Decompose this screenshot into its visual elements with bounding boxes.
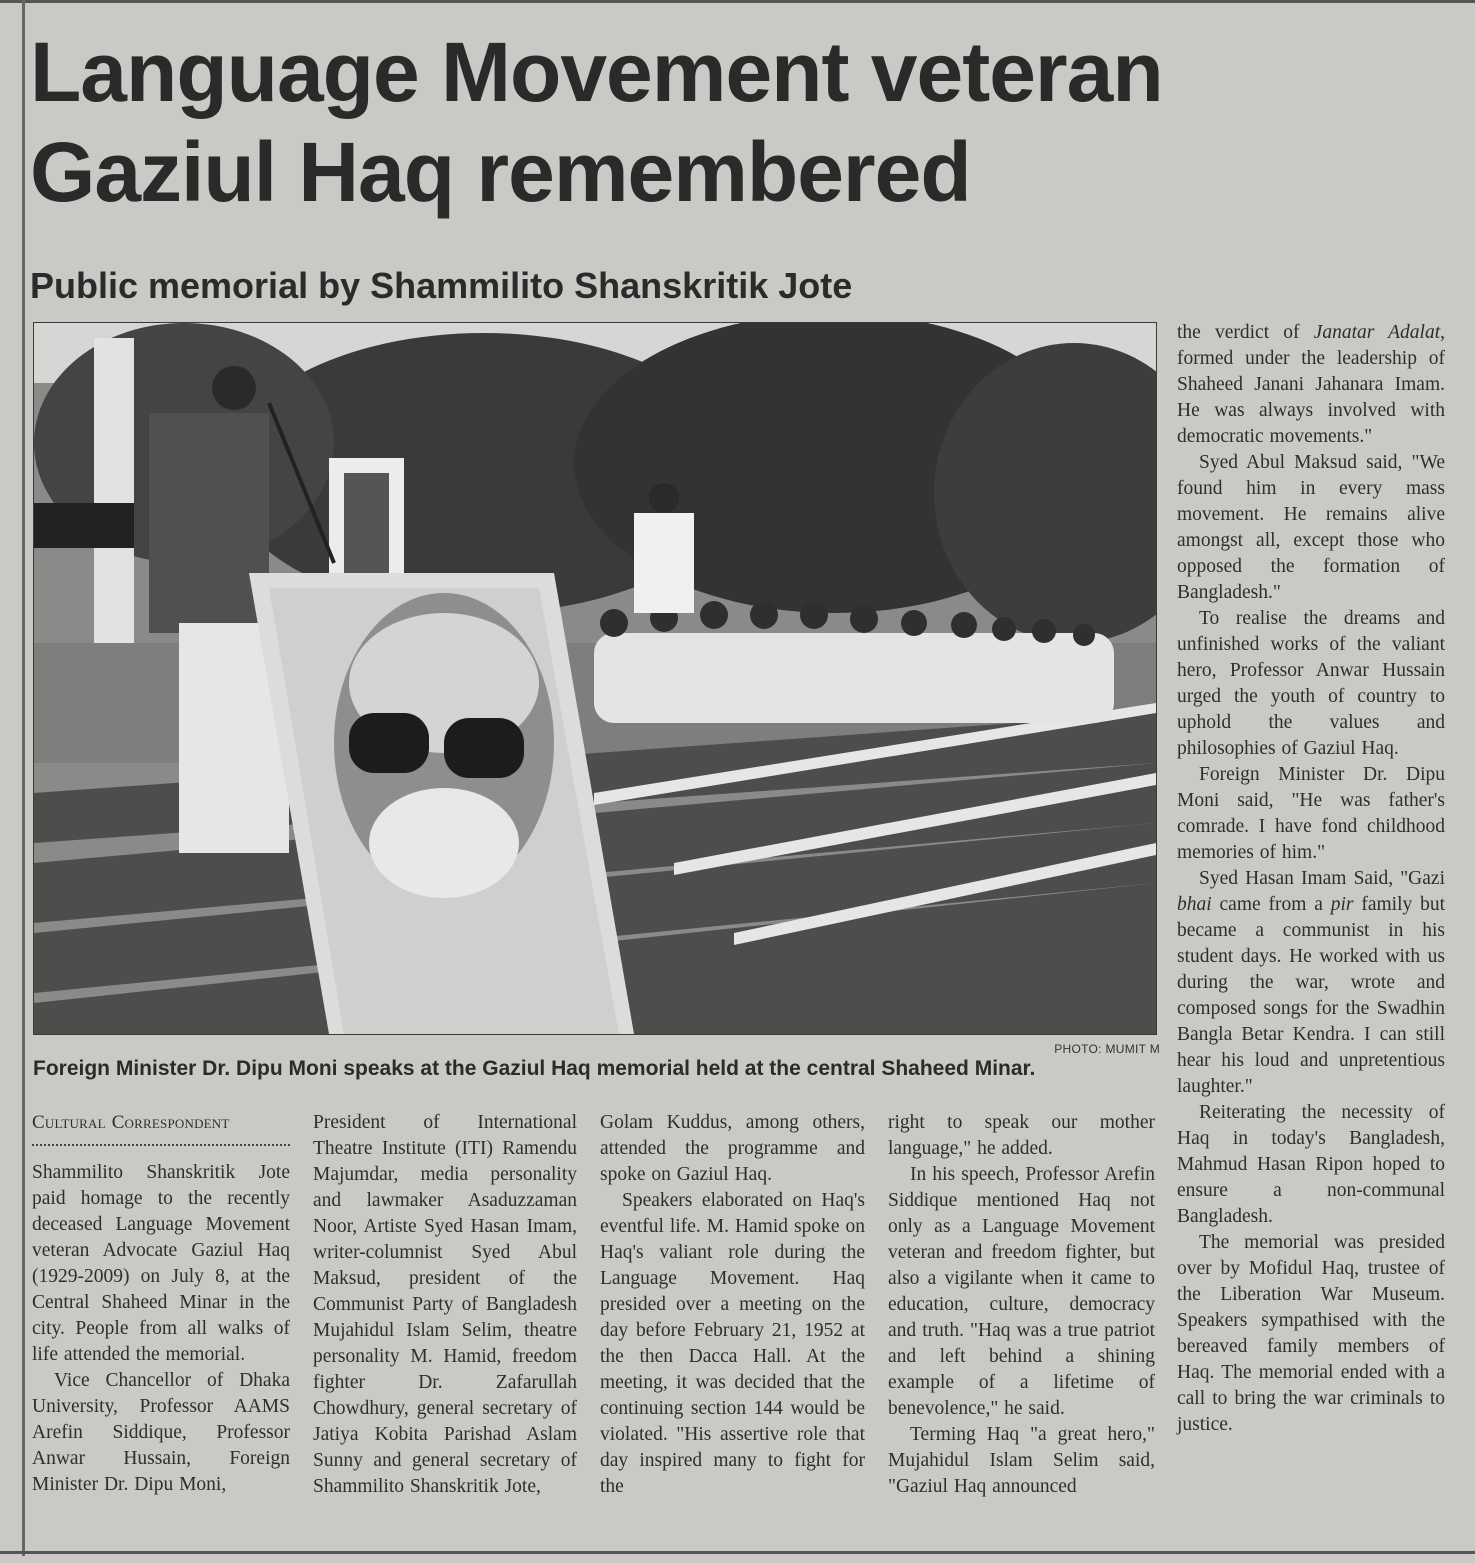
photo-caption: Foreign Minister Dr. Dipu Moni speaks at the Gaziul Haq memorial held at the central Shaheed Minar.: [33, 1057, 1036, 1080]
article-subheadline: Public memorial by Shammilito Shanskritik Jote: [30, 265, 853, 306]
headline-line-1: Language Movement veteran: [30, 25, 1163, 119]
paragraph: In his speech, Professor Arefin Siddique mentioned Haq not only as a Language Movement veteran and freedom fighter, but also a vigilante when it came to education, culture, democracy and truth. "Haq was a true patriot and left behind a shining example of a lifetime of benevolence," he said.: [888, 1164, 1155, 1419]
headline-line-2: Gaziul Haq remembered: [30, 125, 971, 219]
text-run: Syed Hasan Imam Said, "Gazi: [1199, 868, 1445, 889]
paragraph: Foreign Minister Dr. Dipu Moni said, "He was father's comrade. I have fond childhood memories of him.": [1177, 764, 1445, 863]
paragraph: [1177, 320, 1445, 450]
paragraph: [1177, 866, 1445, 1100]
text-run: family but became a communist in his student days. He worked with us during the war, wrote and composed songs for the Swadhin Bangla Betar Kendra. I can still hear his loud and unpretentious laughter.": [1177, 894, 1446, 1097]
memorial-photo-illustration: [34, 323, 1156, 1034]
paragraph: Vice Chancellor of Dhaka University, Professor AAMS Arefin Siddique, Professor Anwar Hussain, Foreign Minister Dr. Dipu Moni,: [32, 1370, 290, 1495]
text-run: , formed under the leadership of Shaheed Janani Jahanara Imam. He was always involved with democratic movements.": [1177, 322, 1446, 447]
paragraph: Terming Haq "a great hero," Mujahidul Islam Selim said, "Gaziul Haq announced: [888, 1424, 1155, 1497]
page-rule-bottom: [0, 1551, 1475, 1554]
memorial-photo: [33, 322, 1157, 1035]
text-run: came from a: [1219, 894, 1323, 915]
article-column-2: [313, 1110, 577, 1500]
italic-term: Janatar Adalat: [1313, 322, 1441, 343]
paragraph: The memorial was presided over by Mofidul Haq, trustee of the Liberation War Museum. Speakers sympathised with the bereaved family members of Haq. The memorial ended with a call to bring the war criminals to justice.: [1177, 1232, 1445, 1435]
paragraph: President of International Theatre Institute (ITI) Ramendu Majumdar, media personality and lawmaker Asaduzzaman Noor, Artiste Syed Hasan Imam, writer-columnist Syed Abul Maksud, president of the Communist Party of Bangladesh Mujahidul Islam Selim, theatre personality M. Hamid, freedom fighter Dr. Zafarullah Chowdhury, general secretary of Jatiya Kobita Parishad Aslam Sunny and general secretary of Shammilito Shanskritik Jote,: [313, 1112, 577, 1497]
article-column-4: [888, 1110, 1155, 1500]
paragraph: Golam Kuddus, among others, attended the programme and spoke on Gaziul Haq.: [600, 1112, 865, 1185]
photo-credit: PHOTO: MUMIT M: [1054, 1042, 1160, 1056]
page-rule-left: [22, 0, 25, 1556]
byline: Cultural Correspondent: [32, 1110, 290, 1146]
italic-term: pir: [1330, 894, 1354, 915]
text-run: the verdict of: [1177, 322, 1300, 343]
article-headline: [30, 22, 1230, 222]
article-column-3: [600, 1110, 865, 1500]
page-rule-top: [0, 0, 1475, 3]
paragraph: Reiterating the necessity of Haq in today's Bangladesh, Mahmud Hasan Ripon hoped to ensure a non-communal Bangladesh.: [1177, 1102, 1445, 1227]
paragraph: To realise the dreams and unfinished works of the valiant hero, Professor Anwar Hussain urged the youth of country to uphold the values and philosophies of Gaziul Haq.: [1177, 608, 1445, 759]
article-column-5: [1177, 320, 1445, 1438]
article-column-1: [32, 1110, 290, 1498]
paragraph: right to speak our mother language," he added.: [888, 1112, 1155, 1159]
paragraph: Syed Abul Maksud said, "We found him in every mass movement. He remains alive amongst all, except those who opposed the formation of Bangladesh.": [1177, 452, 1445, 603]
paragraph: Shammilito Shanskritik Jote paid homage to the recently deceased Language Movement veteran Advocate Gaziul Haq (1929-2009) on July 8, at the Central Shaheed Minar in the city. People from all walks of life attended the memorial.: [32, 1162, 290, 1365]
italic-term: bhai: [1177, 894, 1212, 915]
paragraph: Speakers elaborated on Haq's eventful life. M. Hamid spoke on Haq's valiant role during the Language Movement. Haq presided over a meeting on the day before February 21, 1952 at the then Dacca Hall. At the meeting, it was decided that the continuing section 144 would be violated. "His assertive role that day inspired many to fight for the: [600, 1190, 865, 1497]
